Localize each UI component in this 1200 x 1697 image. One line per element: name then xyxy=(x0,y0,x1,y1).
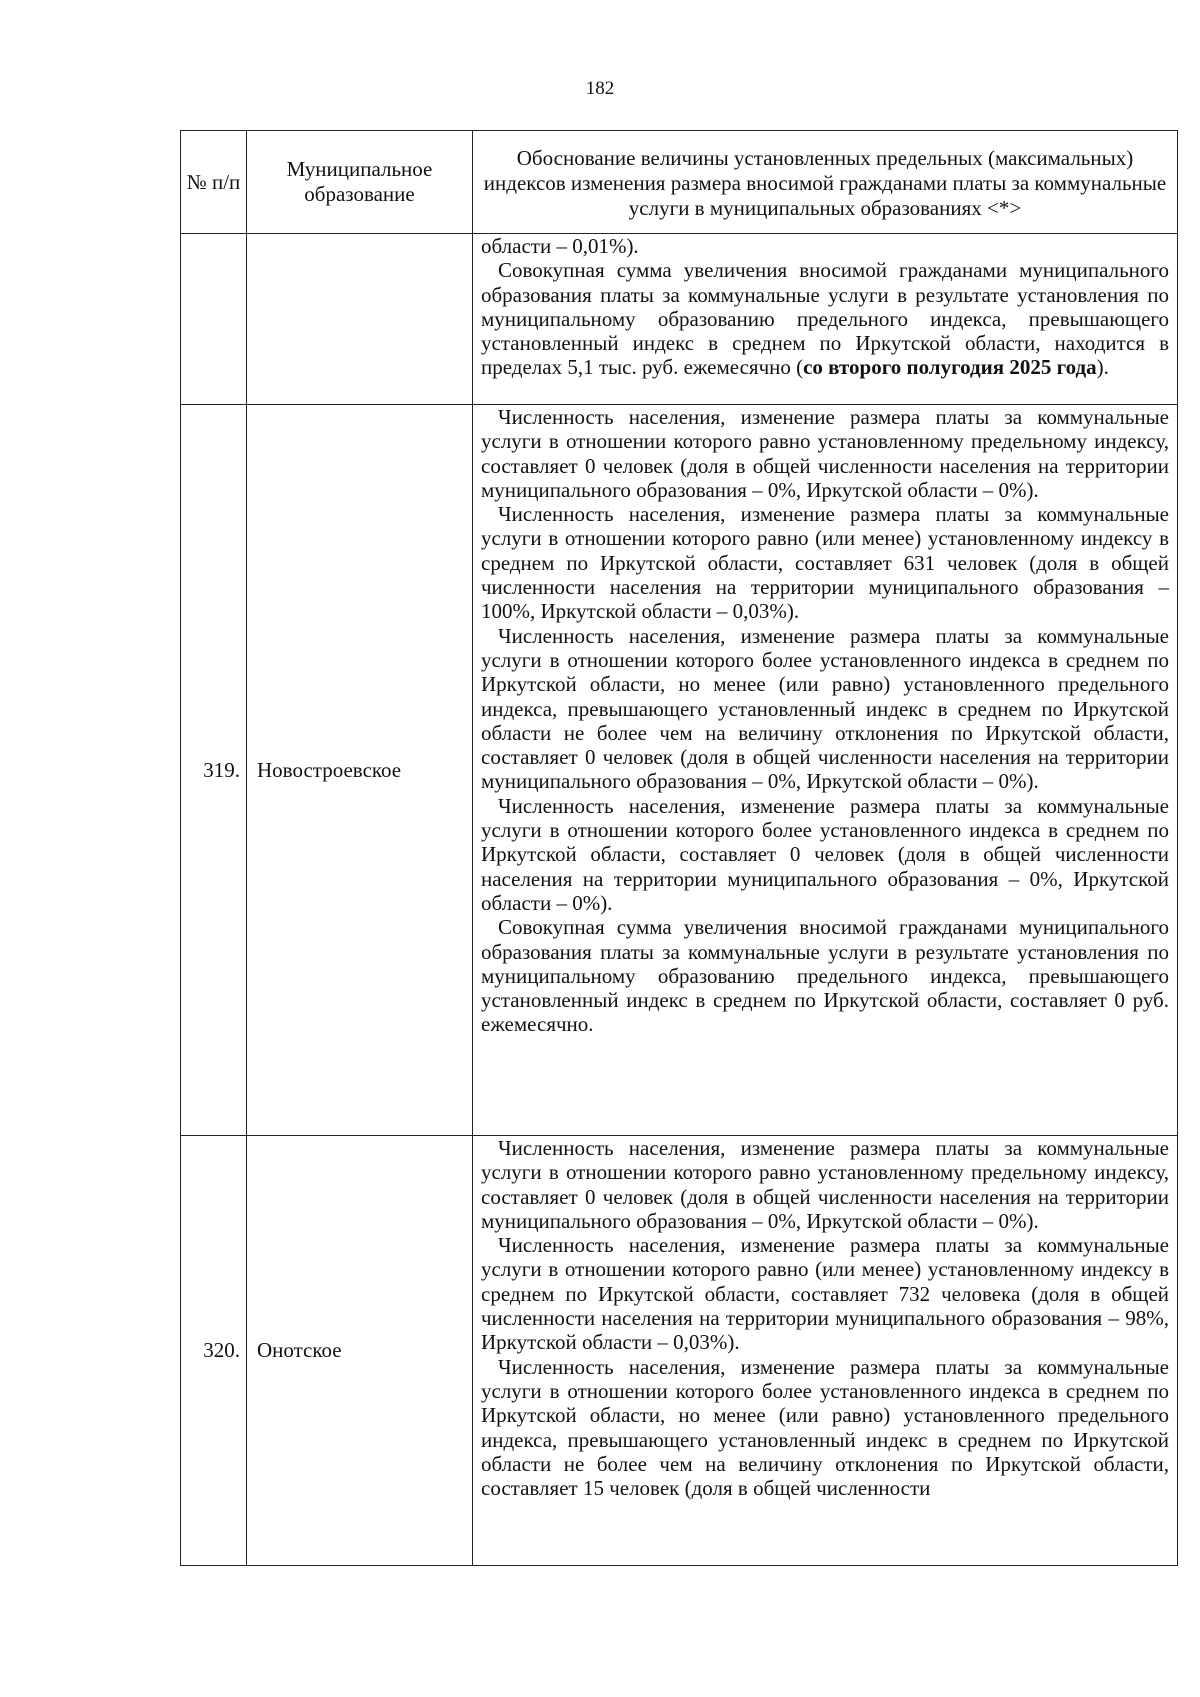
paragraph-text: ). xyxy=(1096,355,1109,380)
paragraph: Численность населения, изменение размера платы за коммунальные услуги в отношении которого более установленного индекса в среднем по Иркутской области, но менее (или равно) установленного предельного индекса, превышающего установленный индекс в среднем по Иркутской области не более чем на величину отклонения по Иркутской области, составляет 15 человек (доля в общей численности xyxy=(481,1354,1169,1501)
paragraph xyxy=(481,258,1169,379)
row-number xyxy=(181,234,247,405)
paragraph: Численность населения, изменение размера платы за коммунальные услуги в отношении которого более установленного индекса в среднем по Иркутской области, но менее (или равно) установленного предельного индекса, превышающего установленный индекс в среднем по Иркутской области не более чем на величину отклонения по Иркутской области, составляет 0 человек (доля в общей численности населения на территории муниципального образования – 0%, Иркутской области – 0%). xyxy=(481,623,1169,794)
table-header-row xyxy=(181,131,1178,234)
paragraph-text: Совокупная сумма увеличения вносимой гражданами муниципального образования платы за коммунальные услуги в результате установления по муниципальному образованию предельного индекса, превышающего установленный индекс в среднем по Иркутской области, находится в пределах 5,1 тыс. руб. ежемесячно ( xyxy=(481,258,1169,380)
row-justification xyxy=(473,405,1178,1136)
table-row-320 xyxy=(181,1136,1178,1566)
paragraph: Численность населения, изменение размера платы за коммунальные услуги в отношении которого равно (или менее) установленному индексу в среднем по Иркутской области, составляет 732 человека (доля в общей численности населения на территории муниципального образования – 98%, Иркутской области – 0,03%). xyxy=(481,1233,1169,1355)
paragraph: Численность населения, изменение размера платы за коммунальные услуги в отношении которого равно (или менее) установленному индексу в среднем по Иркутской области, составляет 631 человек (доля в общей численности населения на территории муниципального образования – 100%, Иркутской области – 0,03%). xyxy=(481,502,1169,624)
municipal-index-table xyxy=(180,130,1178,1566)
table-row-continuation xyxy=(181,234,1178,405)
row-number: 320. xyxy=(181,1136,247,1566)
table-row-319 xyxy=(181,405,1178,1136)
row-justification xyxy=(473,234,1178,405)
row-municipality: Новостроевское xyxy=(247,405,473,1136)
row-justification xyxy=(473,1136,1178,1566)
paragraph: Совокупная сумма увеличения вносимой гражданами муниципального образования платы за коммунальные услуги в результате установления по муниципальному образованию предельного индекса, превышающего установленный индекс в среднем по Иркутской области, составляет 0 руб. ежемесячно. xyxy=(481,915,1169,1037)
paragraph: Численность населения, изменение размера платы за коммунальные услуги в отношении которого более установленного индекса в среднем по Иркутской области, составляет 0 человек (доля в общей численности населения на территории муниципального образования – 0%, Иркутской области – 0%). xyxy=(481,793,1169,915)
page-number: 182 xyxy=(585,78,615,99)
row-municipality xyxy=(247,234,473,405)
row-municipality: Онотское xyxy=(247,1136,473,1566)
paragraph: области – 0,01%). xyxy=(481,234,639,258)
paragraph: Численность населения, изменение размера платы за коммунальные услуги в отношении которого равно установленному предельному индексу, составляет 0 человек (доля в общей численности населения на территории муниципального образования – 0%, Иркутской области – 0%). xyxy=(481,405,1169,502)
header-justification: Обоснование величины установленных предельных (максимальных) индексов изменения размера вносимой гражданами платы за коммунальные услуги в муниципальных образованиях <*> xyxy=(473,131,1178,234)
header-municipality: Муниципальное образование xyxy=(247,131,473,234)
paragraph-emphasis: со второго полугодия 2025 года xyxy=(803,355,1097,380)
row-number: 319. xyxy=(181,405,247,1136)
header-number: № п/п xyxy=(181,131,247,234)
paragraph: Численность населения, изменение размера платы за коммунальные услуги в отношении которого равно установленному предельному индексу, составляет 0 человек (доля в общей численности населения на территории муниципального образования – 0%, Иркутской области – 0%). xyxy=(481,1136,1169,1233)
